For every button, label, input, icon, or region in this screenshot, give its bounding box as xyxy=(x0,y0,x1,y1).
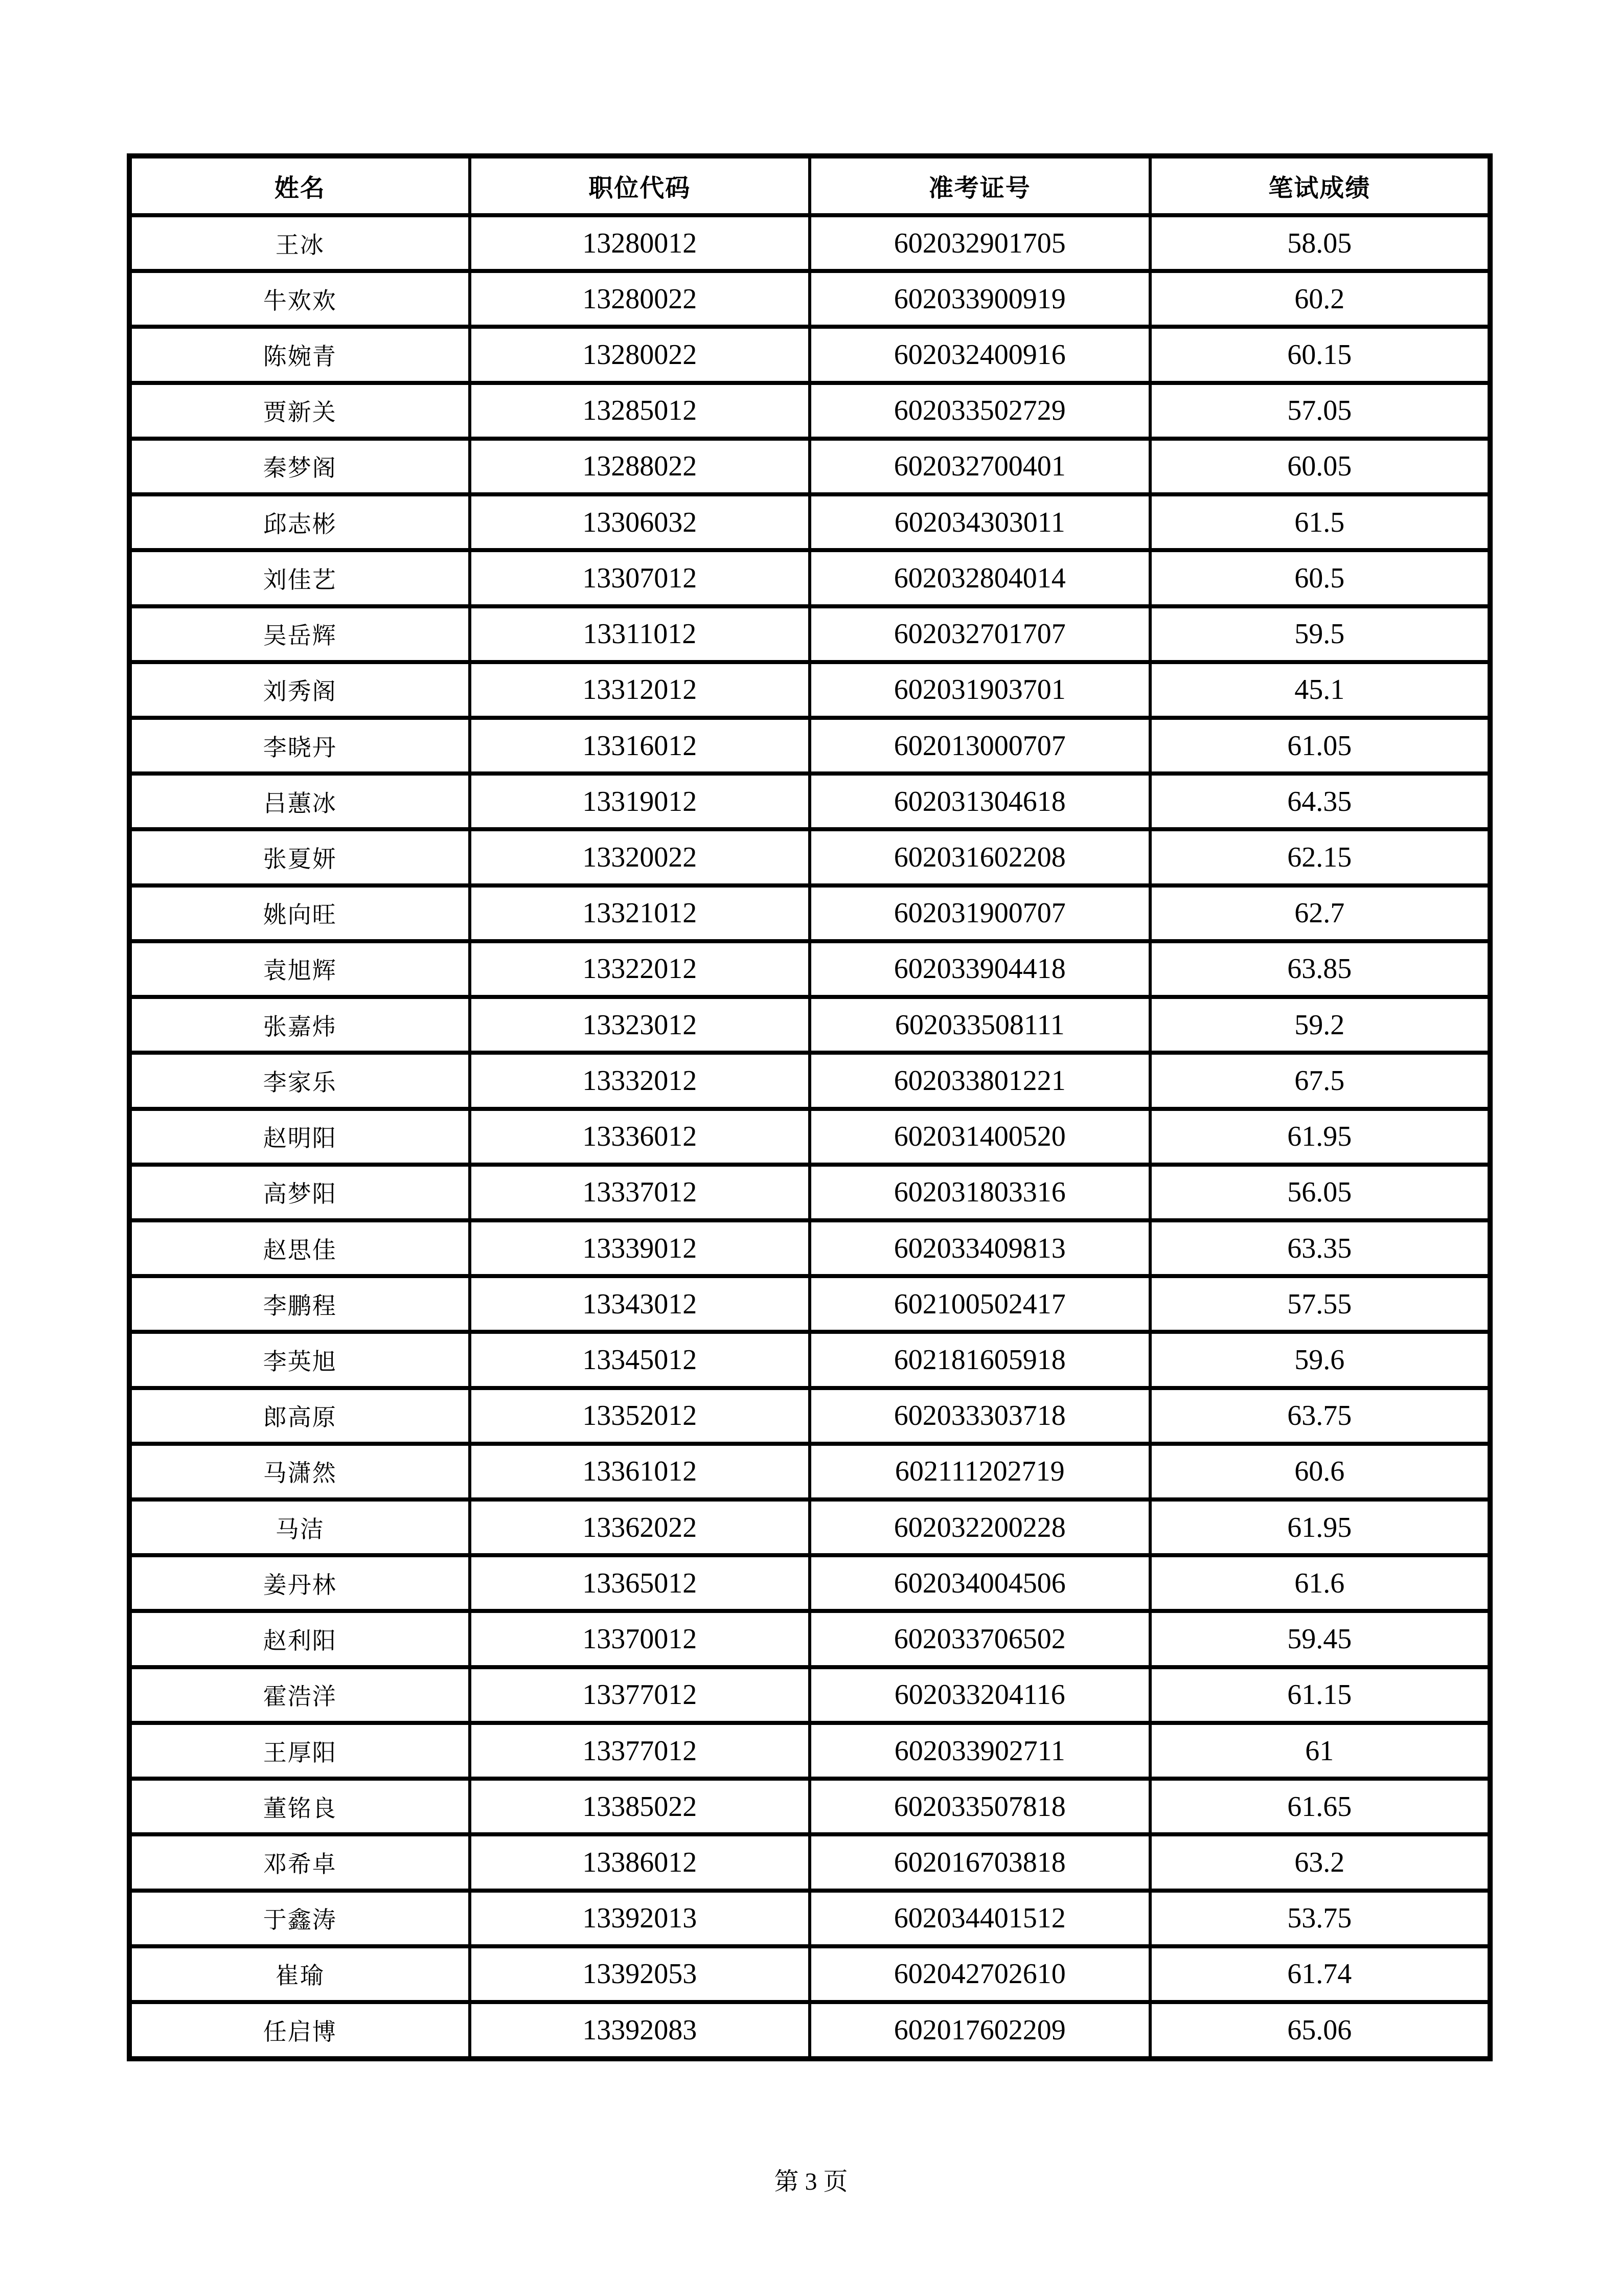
cell-name: 任启博 xyxy=(129,2002,470,2059)
cell-score: 61.15 xyxy=(1150,1667,1491,1723)
cell-ticket: 602032700401 xyxy=(810,439,1150,494)
cell-ticket: 602016703818 xyxy=(810,1834,1150,1890)
cell-score: 58.05 xyxy=(1150,215,1491,271)
cell-code: 13362022 xyxy=(470,1499,810,1555)
page-number: 第 3 页 xyxy=(774,2168,848,2195)
cell-code: 13339012 xyxy=(470,1220,810,1276)
table-row xyxy=(129,1779,1490,1834)
cell-score: 60.2 xyxy=(1150,271,1491,327)
cell-name: 于鑫涛 xyxy=(129,1891,470,1946)
cell-ticket: 602013000707 xyxy=(810,718,1150,774)
cell-code: 13307012 xyxy=(470,550,810,606)
cell-ticket: 602033508111 xyxy=(810,997,1150,1053)
cell-ticket: 602032901705 xyxy=(810,215,1150,271)
table-row xyxy=(129,718,1490,774)
cell-score: 63.75 xyxy=(1150,1388,1491,1444)
cell-score: 53.75 xyxy=(1150,1891,1491,1946)
cell-code: 13311012 xyxy=(470,606,810,662)
cell-code: 13377012 xyxy=(470,1667,810,1723)
cell-code: 13377012 xyxy=(470,1723,810,1779)
table-row xyxy=(129,1053,1490,1108)
cell-code: 13336012 xyxy=(470,1109,810,1165)
table-row xyxy=(129,1946,1490,2002)
table-row xyxy=(129,1834,1490,1890)
cell-ticket: 602031903701 xyxy=(810,662,1150,718)
cell-code: 13352012 xyxy=(470,1388,810,1444)
cell-name: 马洁 xyxy=(129,1499,470,1555)
cell-ticket: 602033904418 xyxy=(810,941,1150,997)
table-row xyxy=(129,327,1490,382)
cell-name: 李家乐 xyxy=(129,1053,470,1108)
cell-name: 李英旭 xyxy=(129,1332,470,1388)
table-row xyxy=(129,941,1490,997)
cell-score: 62.7 xyxy=(1150,885,1491,941)
cell-name: 陈婉青 xyxy=(129,327,470,382)
cell-code: 13320022 xyxy=(470,829,810,885)
table-row xyxy=(129,885,1490,941)
cell-score: 59.45 xyxy=(1150,1611,1491,1667)
table-row xyxy=(129,1499,1490,1555)
table-row xyxy=(129,1723,1490,1779)
cell-code: 13288022 xyxy=(470,439,810,494)
cell-code: 13370012 xyxy=(470,1611,810,1667)
cell-ticket: 602111202719 xyxy=(810,1444,1150,1499)
cell-name: 牛欢欢 xyxy=(129,271,470,327)
cell-ticket: 602031400520 xyxy=(810,1109,1150,1165)
cell-score: 61.65 xyxy=(1150,1779,1491,1834)
cell-score: 61.05 xyxy=(1150,718,1491,774)
cell-score: 57.55 xyxy=(1150,1276,1491,1332)
table-row xyxy=(129,1276,1490,1332)
cell-ticket: 602031900707 xyxy=(810,885,1150,941)
cell-name: 贾新关 xyxy=(129,383,470,439)
cell-name: 秦梦阁 xyxy=(129,439,470,494)
cell-ticket: 602032200228 xyxy=(810,1499,1150,1555)
table-row xyxy=(129,1109,1490,1165)
cell-code: 13361012 xyxy=(470,1444,810,1499)
table-row xyxy=(129,383,1490,439)
cell-name: 姚向旺 xyxy=(129,885,470,941)
cell-ticket: 602033507818 xyxy=(810,1779,1150,1834)
cell-name: 赵思佳 xyxy=(129,1220,470,1276)
cell-code: 13280022 xyxy=(470,271,810,327)
cell-name: 崔瑜 xyxy=(129,1946,470,2002)
cell-ticket: 602033900919 xyxy=(810,271,1150,327)
column-header-ticket: 准考证号 xyxy=(810,156,1150,215)
cell-ticket: 602031304618 xyxy=(810,774,1150,829)
table-row xyxy=(129,1667,1490,1723)
cell-score: 64.35 xyxy=(1150,774,1491,829)
table-row xyxy=(129,215,1490,271)
cell-ticket: 602181605918 xyxy=(810,1332,1150,1388)
cell-code: 13280022 xyxy=(470,327,810,382)
cell-ticket: 602032804014 xyxy=(810,550,1150,606)
cell-score: 59.5 xyxy=(1150,606,1491,662)
cell-name: 李晓丹 xyxy=(129,718,470,774)
cell-name: 邱志彬 xyxy=(129,494,470,550)
table-row xyxy=(129,662,1490,718)
cell-name: 高梦阳 xyxy=(129,1165,470,1220)
cell-name: 郎高原 xyxy=(129,1388,470,1444)
cell-name: 姜丹林 xyxy=(129,1555,470,1611)
column-header-score: 笔试成绩 xyxy=(1150,156,1491,215)
cell-ticket: 602033502729 xyxy=(810,383,1150,439)
table-row xyxy=(129,271,1490,327)
cell-score: 60.15 xyxy=(1150,327,1491,382)
cell-code: 13365012 xyxy=(470,1555,810,1611)
cell-ticket: 602033801221 xyxy=(810,1053,1150,1108)
cell-code: 13337012 xyxy=(470,1165,810,1220)
table-row xyxy=(129,1444,1490,1499)
cell-code: 13386012 xyxy=(470,1834,810,1890)
cell-score: 45.1 xyxy=(1150,662,1491,718)
cell-name: 董铭良 xyxy=(129,1779,470,1834)
cell-code: 13285012 xyxy=(470,383,810,439)
cell-score: 56.05 xyxy=(1150,1165,1491,1220)
cell-ticket: 602100502417 xyxy=(810,1276,1150,1332)
cell-score: 62.15 xyxy=(1150,829,1491,885)
cell-name: 张夏妍 xyxy=(129,829,470,885)
cell-score: 61.95 xyxy=(1150,1499,1491,1555)
cell-code: 13392013 xyxy=(470,1891,810,1946)
cell-name: 刘秀阁 xyxy=(129,662,470,718)
cell-name: 马潇然 xyxy=(129,1444,470,1499)
cell-name: 王冰 xyxy=(129,215,470,271)
cell-ticket: 602033409813 xyxy=(810,1220,1150,1276)
table-body xyxy=(129,215,1490,2059)
cell-ticket: 602034303011 xyxy=(810,494,1150,550)
table-row xyxy=(129,606,1490,662)
cell-ticket: 602033204116 xyxy=(810,1667,1150,1723)
table-row xyxy=(129,774,1490,829)
cell-code: 13321012 xyxy=(470,885,810,941)
cell-ticket: 602017602209 xyxy=(810,2002,1150,2059)
cell-code: 13385022 xyxy=(470,1779,810,1834)
cell-score: 63.2 xyxy=(1150,1834,1491,1890)
cell-score: 65.06 xyxy=(1150,2002,1491,2059)
cell-ticket: 602031803316 xyxy=(810,1165,1150,1220)
cell-code: 13345012 xyxy=(470,1332,810,1388)
table-row xyxy=(129,829,1490,885)
table-row xyxy=(129,550,1490,606)
table-row xyxy=(129,1555,1490,1611)
cell-name: 邓希卓 xyxy=(129,1834,470,1890)
cell-score: 63.35 xyxy=(1150,1220,1491,1276)
cell-code: 13280012 xyxy=(470,215,810,271)
cell-code: 13316012 xyxy=(470,718,810,774)
table-row xyxy=(129,1165,1490,1220)
column-header-name: 姓名 xyxy=(129,156,470,215)
cell-code: 13392053 xyxy=(470,1946,810,2002)
cell-code: 13332012 xyxy=(470,1053,810,1108)
cell-ticket: 602032701707 xyxy=(810,606,1150,662)
cell-name: 袁旭辉 xyxy=(129,941,470,997)
cell-score: 61.95 xyxy=(1150,1109,1491,1165)
table-row xyxy=(129,1388,1490,1444)
table-row xyxy=(129,1332,1490,1388)
cell-ticket: 602042702610 xyxy=(810,1946,1150,2002)
cell-name: 吕蕙冰 xyxy=(129,774,470,829)
cell-score: 61 xyxy=(1150,1723,1491,1779)
cell-ticket: 602032400916 xyxy=(810,327,1150,382)
cell-name: 张嘉炜 xyxy=(129,997,470,1053)
cell-code: 13392083 xyxy=(470,2002,810,2059)
cell-score: 61.6 xyxy=(1150,1555,1491,1611)
cell-score: 61.5 xyxy=(1150,494,1491,550)
header-row xyxy=(129,156,1490,215)
cell-name: 王厚阳 xyxy=(129,1723,470,1779)
cell-score: 60.5 xyxy=(1150,550,1491,606)
written-test-score-table xyxy=(127,153,1493,2061)
table-row xyxy=(129,2002,1490,2059)
cell-code: 13306032 xyxy=(470,494,810,550)
table-row xyxy=(129,997,1490,1053)
cell-score: 61.74 xyxy=(1150,1946,1491,2002)
cell-name: 霍浩洋 xyxy=(129,1667,470,1723)
cell-name: 吴岳辉 xyxy=(129,606,470,662)
cell-name: 赵利阳 xyxy=(129,1611,470,1667)
cell-name: 刘佳艺 xyxy=(129,550,470,606)
cell-score: 67.5 xyxy=(1150,1053,1491,1108)
cell-score: 60.6 xyxy=(1150,1444,1491,1499)
table-row xyxy=(129,1891,1490,1946)
cell-code: 13322012 xyxy=(470,941,810,997)
cell-ticket: 602033303718 xyxy=(810,1388,1150,1444)
cell-code: 13343012 xyxy=(470,1276,810,1332)
cell-ticket: 602034401512 xyxy=(810,1891,1150,1946)
cell-ticket: 602034004506 xyxy=(810,1555,1150,1611)
cell-ticket: 602031602208 xyxy=(810,829,1150,885)
cell-name: 李鹏程 xyxy=(129,1276,470,1332)
cell-code: 13312012 xyxy=(470,662,810,718)
cell-score: 60.05 xyxy=(1150,439,1491,494)
cell-score: 57.05 xyxy=(1150,383,1491,439)
table-row xyxy=(129,1220,1490,1276)
cell-score: 63.85 xyxy=(1150,941,1491,997)
cell-ticket: 602033706502 xyxy=(810,1611,1150,1667)
cell-code: 13319012 xyxy=(470,774,810,829)
cell-code: 13323012 xyxy=(470,997,810,1053)
table-row xyxy=(129,1611,1490,1667)
table-row xyxy=(129,494,1490,550)
column-header-code: 职位代码 xyxy=(470,156,810,215)
cell-ticket: 602033902711 xyxy=(810,1723,1150,1779)
cell-score: 59.2 xyxy=(1150,997,1491,1053)
table-row xyxy=(129,439,1490,494)
cell-name: 赵明阳 xyxy=(129,1109,470,1165)
cell-score: 59.6 xyxy=(1150,1332,1491,1388)
